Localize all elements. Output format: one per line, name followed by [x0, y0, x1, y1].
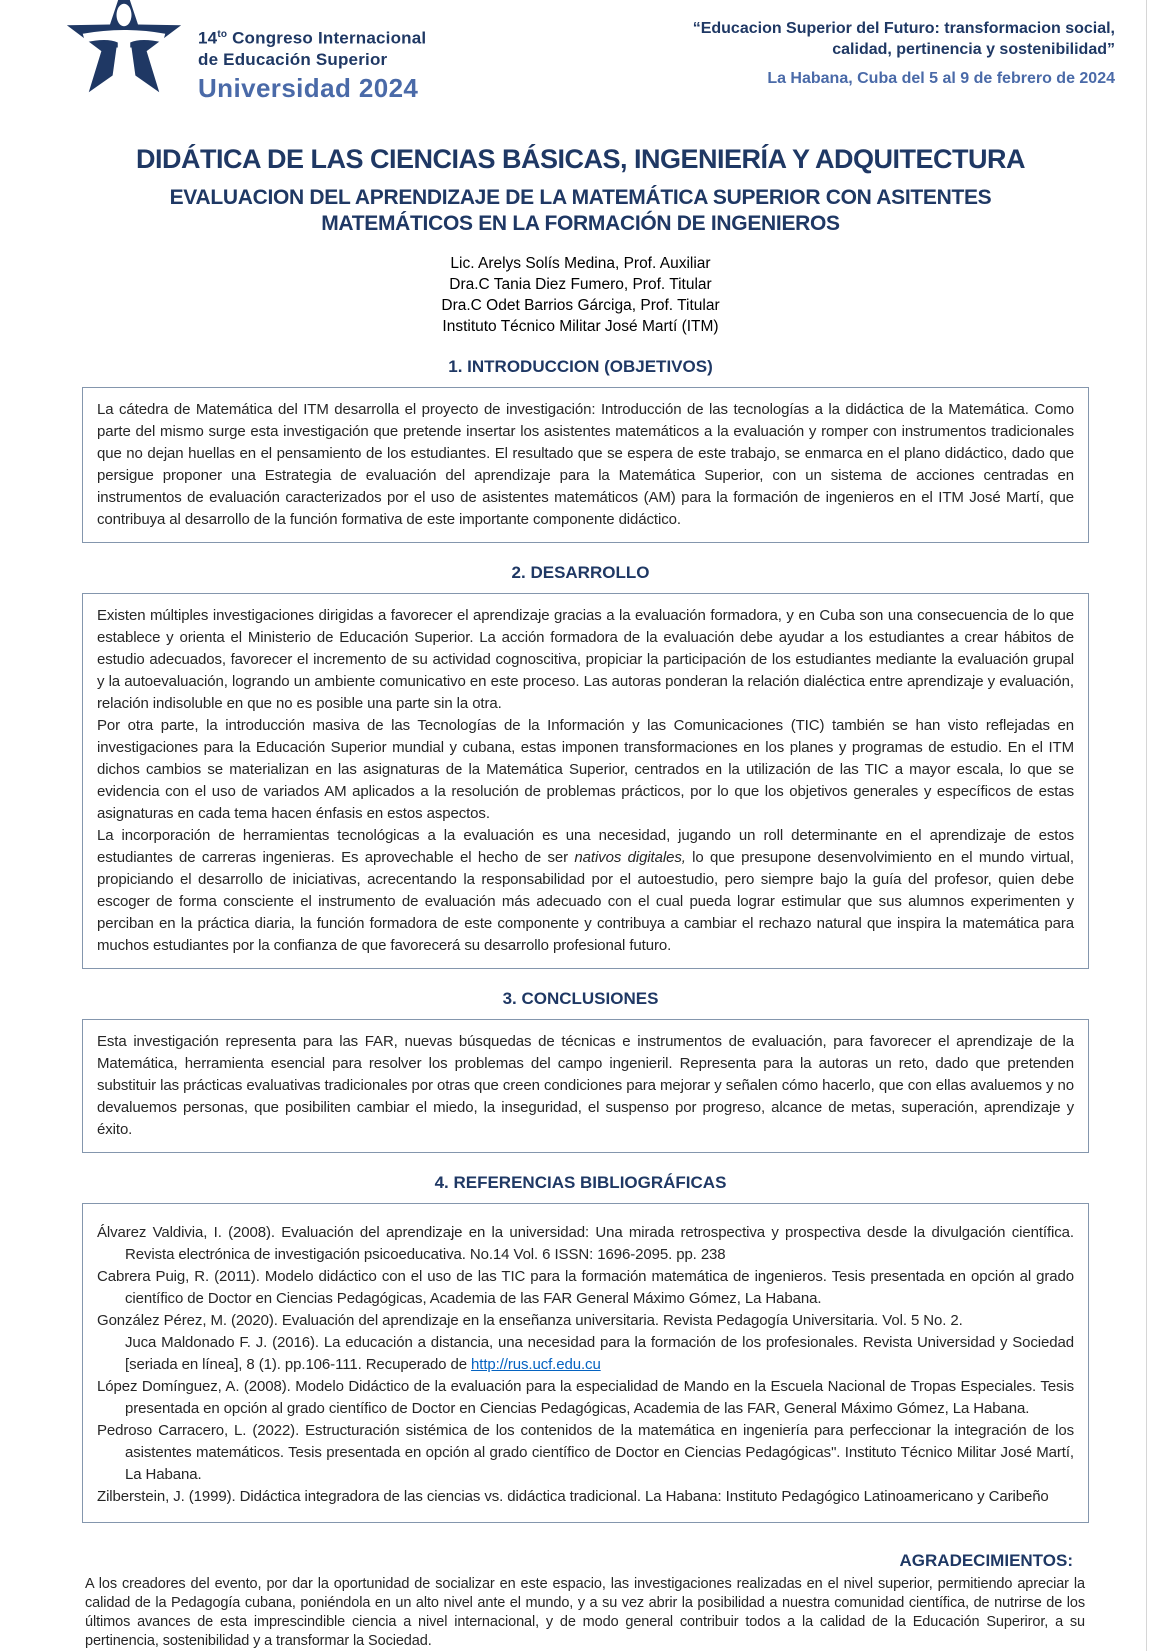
congress-brand: Universidad 2024 — [198, 72, 419, 103]
desarrollo-paragraph-3 — [97, 825, 1074, 957]
motto-block — [635, 0, 1115, 88]
congress-line2: de Educación Superior — [198, 49, 388, 69]
desarrollo-box — [82, 593, 1089, 969]
desarrollo-p3-segment-before: La incorporación de herramientas tecnológicas a la evaluación es una necesidad, jugando un roll determinante en el aprendizaje de estos estudiantes de carreras ingenieras. Es aprovechable el hecho de ser — [97, 826, 1074, 866]
reference-item: González Pérez, M. (2020). Evaluación del aprendizaje en la enseñanza universitaria. Revista Pedagogía Universitaria. Vol. 5 No. 2. — [97, 1311, 963, 1329]
reference-item: Álvarez Valdivia, I. (2008). Evaluación del aprendizaje en la universidad: Una mirada retrospectiva y prospectiva desde la divulgación científica. Revista electrónica de investigación psicoeducativa. No.14 Vol. 6 ISSN: 1696-2095. pp. 238 — [97, 1223, 1074, 1263]
congress-line1 — [198, 24, 426, 49]
reference-item: Pedroso Carracero, L. (2022). Estructuración sistémica de los contenidos de la matemática en ingeniería para perfeccionar la integración de los asistentes matemáticos. Tesis presentada en opción al grado científico de Doctor en Ciencias Pedagógicas". Instituto Técnico Militar José Martí, La Habana. — [97, 1421, 1074, 1483]
desarrollo-paragraph-2: Por otra parte, la introducción masiva de las Tecnologías de la Información y las Comunicaciones (TIC) también se han visto reflejadas en investigaciones para la Educación Superior mundial y cubana, estas imponen transformaciones en los planes y programas de estudio. En el ITM dichos cambios se materializan en las asignaturas de la Matemática Superior, centrados en la utilización de las TIC a mayor escala, lo que se evidencia con el uso de variados AM aplicados a la resolución de problemas prácticos, por lo que los objetivos generales y específicos de estas asignaturas en cada tema hacen énfasis en estos aspectos. — [97, 716, 1074, 822]
conclusiones-paragraph: Esta investigación representa para las FAR, nuevas búsquedas de técnicas e instrumentos de evaluación, para favorecer el aprendizaje de la Matemática, herramienta esencial para resolver los problemas del campo ingenieril. Representa para la autoras un reto, dado que pretenden substituir las prácticas evaluativas tradicionales por otras que creen condiciones para mejorar y señalen cómo hacerlo, que con ellas avaluemos y no devaluemos personas, que posibiliten cambiar el miedo, la inseguridad, el suspenso por progreso, alcance de metas, superación, aprendizaje y éxito. — [97, 1032, 1074, 1138]
congress-motto: “Educacion Superior del Futuro: transformacion social, calidad, pertinencia y sostenibilidad” — [692, 20, 1115, 58]
page-title: DIDÁTICA DE LAS CIENCIAS BÁSICAS, INGENIERÍA Y ADQUITECTURA — [135, 143, 1026, 174]
desarrollo-p3-italic-phrase: nativos digitales, — [574, 848, 686, 866]
star-figure-logo-icon — [60, 0, 188, 100]
reference-item: Zilberstein, J. (1999). Didáctica integradora de las ciencias vs. didáctica tradicional. La Habana: Instituto Pedagógico Latinoamericano y Caribeño — [97, 1487, 1049, 1505]
reference-item: Cabrera Puig, R. (2011). Modelo didáctico con el uso de las TIC para la formación matemática de ingenieros. Tesis presentada en opción al grado científico de Doctor en Ciencias Pedagógicas, Academia de las FAR General Máximo Gómez, La Habana. — [97, 1267, 1074, 1307]
congress-location-date: La Habana, Cuba del 5 al 9 de febrero de 2024 — [767, 70, 1115, 87]
page-edge-divider — [1146, 0, 1147, 1651]
section-heading-referencias: 4. REFERENCIAS BIBLIOGRÁFICAS — [434, 1172, 727, 1192]
congress-line1-text: Congreso Internacional — [227, 28, 427, 48]
congress-line1-ordinal: to — [217, 29, 228, 40]
section-heading-desarrollo: 2. DESARROLLO — [511, 562, 650, 582]
reference-item: López Domínguez, A. (2008). Modelo Didáctico de la evaluación para la especialidad de Mando en la Escuela Nacional de Tropas Especiales. Tesis presentada en opción al grado científico de Doctor en Ciencias Pedagógicas, Academia de las FAR, General Máximo Gómez, La Habana. — [97, 1377, 1074, 1417]
author-line: Dra.C Odet Barrios Gárciga, Prof. Titular — [441, 296, 720, 314]
agradecimientos-paragraph: A los creadores del evento, por dar la oportunidad de socializar en este espacio, las investigaciones realizadas en el nivel superior, permitiendo apreciar la calidad de la Pedagogía cubana, poniéndola en un alto nivel ante el mundo, y a su vez abrir la posibilidad a nuestra comunidad científica, de nutrirse de los últimos avances de esta imprescindible ciencia a nivel internacional, y de modo general contribuir todos a la calidad de la Educación Superiror, a su pertinencia, sostenibilidad y a transformar la Sociedad. — [85, 1575, 1085, 1649]
reference-url-link[interactable]: http://rus.ucf.edu.cu — [471, 1355, 601, 1373]
reference-item — [97, 1332, 1074, 1376]
introduccion-box — [82, 387, 1089, 543]
section-heading-agradecimientos: AGRADECIMIENTOS: — [899, 1550, 1073, 1570]
congress-logo — [60, 0, 188, 100]
congress-line1-number: 14 — [198, 28, 218, 48]
desarrollo-paragraph-1: Existen múltiples investigaciones dirigidas a favorecer el aprendizaje gracias a la evaluación formadora, y en Cuba son una consecuencia de lo que establece y orienta el Ministerio de Educación Superior. La acción formadora de la evaluación debe ayudar a los estudiantes a crear hábitos de estudio adecuados, favorecer el incremento de su actividad cognoscitiva, propiciar la participación de los estudiantes mediante la evaluación grupal y la autoevaluación, logrando un ambiente comunicativo en este proceso. Las autoras ponderan la relación dialéctica entre aprendizaje y evaluación, relación indisoluble en que no es posible una parte sin la otra. — [97, 606, 1074, 712]
section-heading-conclusiones: 3. CONCLUSIONES — [502, 988, 659, 1008]
header — [0, 0, 1161, 104]
page-subtitle: EVALUACION DEL APRENDIZAJE DE LA MATEMÁTICA SUPERIOR CON ASITENTES MATEMÁTICOS EN LA FORMACIÓN DE INGENIEROS — [169, 185, 992, 235]
referencias-box — [82, 1203, 1089, 1523]
conclusiones-box — [82, 1019, 1089, 1153]
section-heading-introduccion: 1. INTRODUCCION (OBJETIVOS) — [448, 356, 713, 376]
congress-title-block — [198, 0, 426, 104]
poster-body — [0, 144, 1161, 1651]
introduccion-paragraph: La cátedra de Matemática del ITM desarrolla el proyecto de investigación: Introducción de las tecnologías a la didáctica de la Matemática. Como parte del mismo surge esta investigación que pretende insertar los asistentes matemáticos a la evaluación y romper con instrumentos tradicionales que no dejan huellas en el pensamiento de los estudiantes. El resultado que se espera de este trabajo, se enmarca en el plano didáctico, dado que persigue proponer una Estrategia de evaluación del aprendizaje para la Matemática Superior, con un sistema de acciones centradas en instrumentos de evaluación caracterizados por el uso de asistentes matemáticos (AM) para la formación de ingenieros en el ITM José Martí, que contribuya al desarrollo de la función formativa de este importante componente didáctico. — [97, 400, 1074, 528]
desarrollo-p3-segment-after: lo que presupone desenvolvimiento en el mundo virtual, propiciando el desarrollo de iniciativas, acrecentando la responsabilidad por el autoestudio, pero siempre bajo la guía del profesor, quien debe escoger de forma consciente el instrumento de evaluación más adecuado con el cual pueda lograr estimular que sus alumnos experimenten y perciban en la práctica diaria, la función formadora de este componente y contribuya a cambiar el rechazo natural que inspira la matemática para muchos estudiantes por la confianza de que favorecerá su desarrollo profesional futuro. — [97, 848, 1074, 954]
author-line: Dra.C Tania Diez Fumero, Prof. Titular — [449, 275, 712, 293]
authors-block — [0, 253, 1161, 337]
author-affiliation: Instituto Técnico Militar José Martí (ITM) — [442, 317, 719, 335]
reference-text-segment: Juca Maldonado F. J. (2016). La educación a distancia, una necesidad para la formación de los profesionales. Revista Universidad y Sociedad [seriada en línea], 8 (1). pp.106-111. Recuperado de — [125, 1333, 1074, 1373]
author-line: Lic. Arelys Solís Medina, Prof. Auxiliar — [450, 254, 711, 272]
